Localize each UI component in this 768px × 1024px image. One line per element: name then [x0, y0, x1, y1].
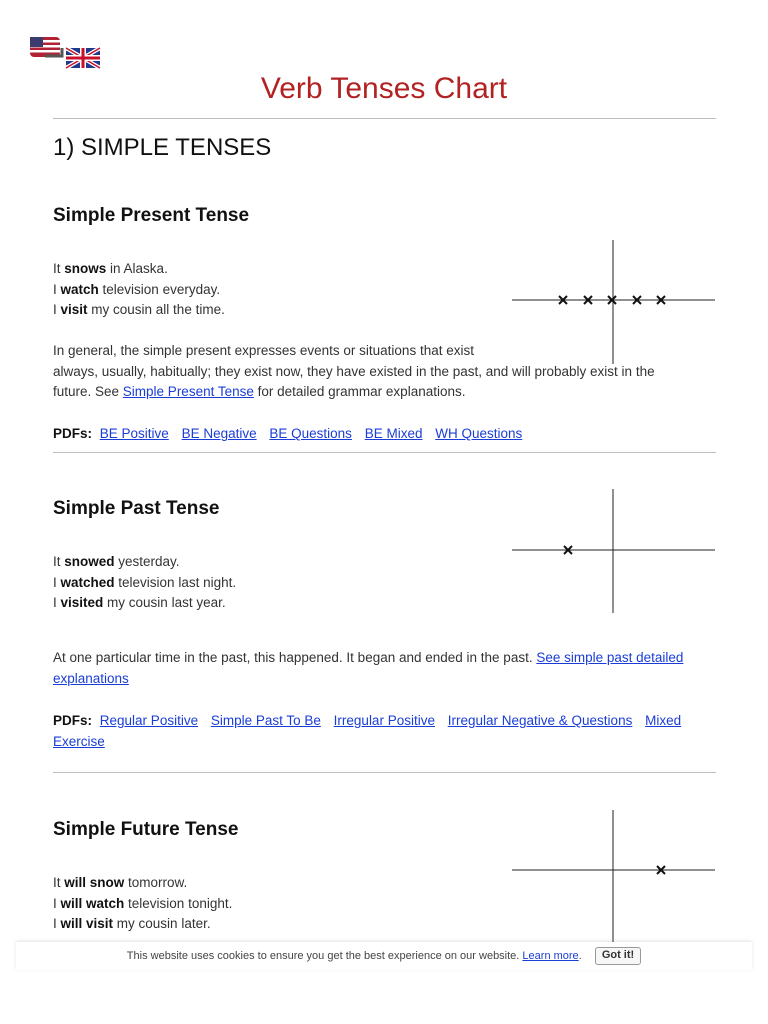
example-sentence: It snows in Alaska. — [53, 261, 168, 276]
simple-future-heading: Simple Future Tense — [53, 819, 239, 840]
example-sentence: It will snow tomorrow. — [53, 875, 188, 890]
example-sentence: I will visit my cousin later. — [53, 916, 211, 931]
pdf-link-wh-questions[interactable]: WH Questions — [435, 426, 523, 441]
example-sentence: It snowed yesterday. — [53, 554, 180, 569]
example-sentence: I watch television everyday. — [53, 281, 221, 297]
simple-present-link[interactable]: Simple Present Tense — [122, 384, 254, 399]
simple-past-timeline-diagram — [512, 489, 716, 613]
simple-past-description: At one particular time in the past, this happened. It began and ended in the past. See simple past detailed explanations — [53, 650, 684, 686]
pdf-link-be-negative[interactable]: BE Negative — [181, 426, 257, 441]
pdf-link-be-questions[interactable]: BE Questions — [269, 426, 352, 441]
pdf-link-regular-positive[interactable]: Regular Positive — [99, 713, 199, 728]
cookie-consent-banner: This website uses cookies to ensure you get the best experience on our website. Learn more. Got it! — [16, 942, 752, 970]
pdf-link-mixed-exercise[interactable]: Mixed Exercise — [53, 713, 682, 749]
pdfs-label: PDFs: — [53, 426, 93, 441]
pdf-link-be-mixed[interactable]: BE Mixed — [364, 426, 423, 441]
pdf-link-simple-past-to-be[interactable]: Simple Past To Be — [210, 713, 321, 728]
section-title: 1) SIMPLE TENSES — [53, 134, 272, 161]
simple-past-link[interactable]: See simple past detailed explanations — [53, 650, 684, 686]
cookie-got-it-button[interactable]: Got it! — [595, 947, 641, 965]
site-logo[interactable] — [26, 34, 104, 70]
pdf-link-irregular-positive[interactable]: Irregular Positive — [333, 713, 435, 728]
pdf-link-irregular-negative-questions[interactable]: Irregular Negative & Questions — [447, 713, 633, 728]
divider — [53, 452, 716, 453]
simple-present-examples — [53, 259, 225, 321]
pdf-link-be-positive[interactable]: BE Positive — [99, 426, 169, 441]
example-sentence: I visit my cousin all the time. — [53, 302, 225, 317]
cookie-learn-more-link[interactable]: Learn more — [522, 950, 579, 962]
simple-present-pdfs — [53, 423, 713, 444]
divider — [53, 772, 716, 773]
example-sentence: I watched television last night. — [53, 574, 237, 590]
pdfs-label: PDFs: — [53, 713, 93, 728]
simple-past-examples — [53, 552, 236, 614]
simple-future-timeline-diagram — [512, 810, 716, 942]
simple-past-heading: Simple Past Tense — [53, 498, 220, 519]
example-sentence: I visited my cousin last year. — [53, 595, 226, 610]
simple-present-heading: Simple Present Tense — [53, 205, 250, 226]
simple-future-examples — [53, 873, 232, 935]
divider — [53, 118, 716, 119]
cookie-message: This website uses cookies to ensure you get the best experience on our website. — [126, 950, 520, 962]
simple-present-description: In general, the simple present expresses events or situations that exist always, usually, habitually; they exist now, they have existed in the past, and will probably exist in the future. See Simple Present Tense for detailed grammar explanations. — [53, 343, 655, 399]
simple-past-pdfs — [53, 710, 713, 752]
example-sentence: I will watch television tonight. — [53, 895, 233, 911]
page-title: Verb Tenses Chart — [260, 72, 508, 105]
